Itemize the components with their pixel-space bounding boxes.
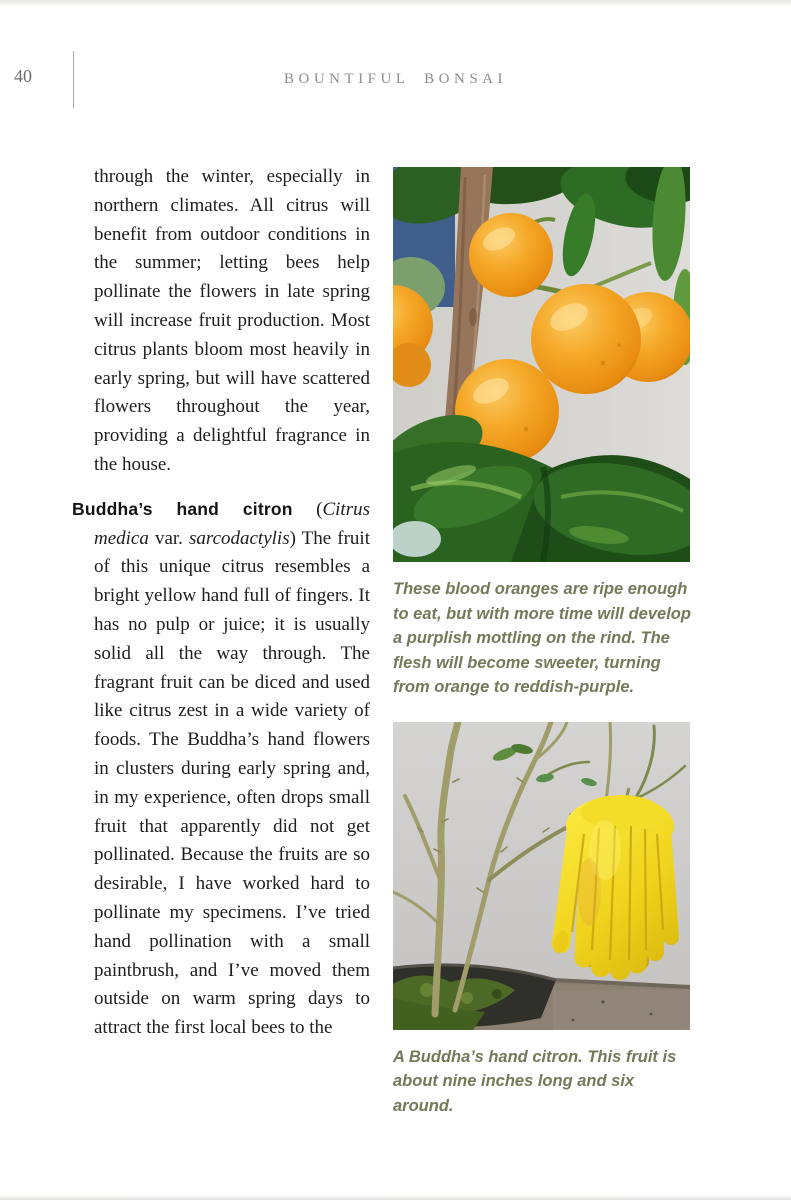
- page-bottom-edge: [0, 1195, 791, 1200]
- body-text-segment: var.: [148, 527, 189, 549]
- buddhas-hand-photo: [393, 722, 690, 1030]
- body-text-column: [72, 163, 370, 1043]
- species-headword: Buddha’s hand citron: [72, 498, 293, 519]
- figure-buddhas-hand: [393, 722, 690, 1119]
- figure-blood-oranges: [393, 167, 690, 700]
- latin-name: sarcodactylis: [188, 527, 290, 549]
- figure-column: [393, 167, 690, 1118]
- paragraph-buddhas-hand: [72, 495, 370, 1043]
- page-top-edge: [0, 0, 791, 7]
- latin-name: Citrus medica: [94, 498, 371, 549]
- running-header-title: BOUNTIFUL BONSAI: [283, 71, 508, 87]
- body-text-segment: ) The fruit of this unique citrus resembles a bright yellow hand full of fingers. It has no pulp or juice; it is usually solid all the way through. The fragrant fruit can be diced and used like citrus zest in a wide variety of foods. The Buddha’s hand flowers in clusters during early spring and, in my experience, often drops small fruit that apparently did not get pollinated. Because the fruits are so desirable, I have worked hard to pollinate my specimens. I’ve tried hand pollination with a small paintbrush, and I’ve moved them outside on warm spring days to attract the first local bees to the: [94, 527, 370, 1039]
- figure-caption-blood-oranges: These blood oranges are ripe enough to eat, but with more time will develop a purplish mottling on the rind. The flesh will become sweeter, turning from orange to reddish-purple.: [393, 580, 691, 696]
- body-text-segment: (: [292, 498, 323, 520]
- figure-caption-buddhas-hand: A Buddha’s hand citron. This fruit is about nine inches long and six around.: [393, 1047, 677, 1115]
- page-number: 40: [14, 66, 32, 86]
- paragraph-citrus-care: through the winter, especially in northern climates. All citrus will benefit from outdoor conditions in the summer; letting bees help pollinate the flowers in late spring will increase fruit production. Most citrus plants bloom most heavily in early spring, but will have scattered flowers throughout the year, providing a delightful fragrance in the house.: [94, 166, 370, 475]
- blood-oranges-photo: [393, 167, 690, 562]
